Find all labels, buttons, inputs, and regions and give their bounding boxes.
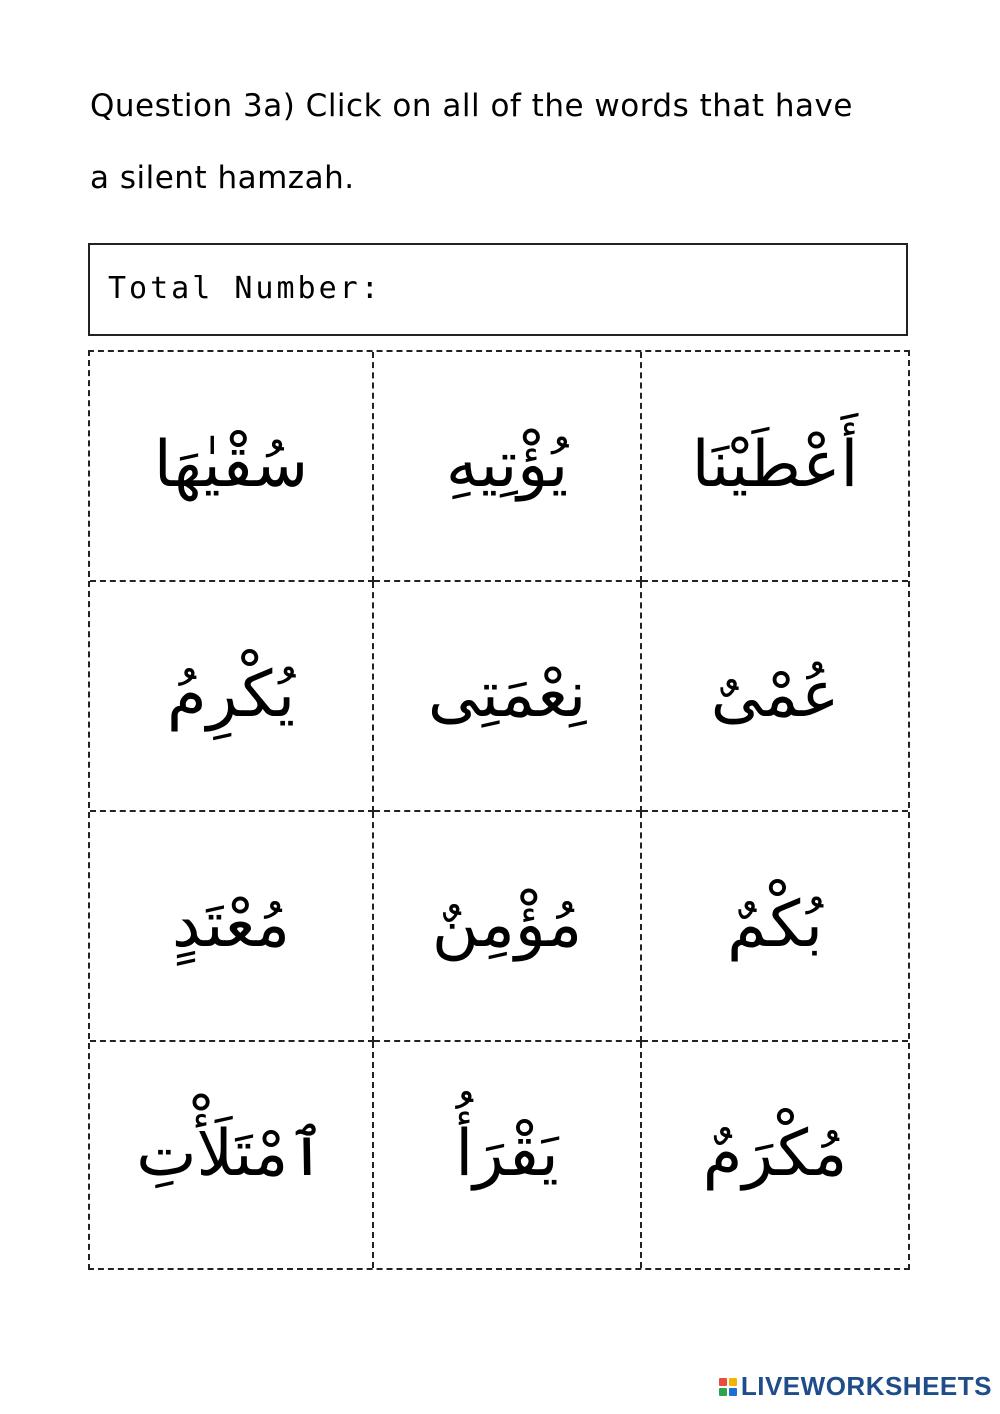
word-card[interactable]	[90, 1042, 374, 1268]
arabic-word: يَقْرَأُ	[455, 1117, 559, 1192]
arabic-word: يُكْرِمُ	[166, 658, 296, 733]
word-card[interactable]	[374, 352, 642, 582]
word-card[interactable]	[90, 582, 374, 812]
liveworksheets-logo-icon	[719, 1378, 737, 1396]
arabic-word: مُؤْمِنٌ	[431, 888, 583, 963]
logo-square-green	[719, 1388, 727, 1396]
arabic-word: أَعْطَيْنَا	[691, 428, 859, 503]
word-card[interactable]	[642, 1042, 908, 1268]
question-line-1: Question 3a) Click on all of the words that have	[90, 88, 853, 124]
arabic-word: يُؤْتِيهِ	[445, 428, 569, 503]
word-card[interactable]	[642, 352, 908, 582]
total-number-box	[88, 243, 908, 336]
word-card[interactable]	[90, 812, 374, 1042]
arabic-word: ٱمْتَلَأْتِ	[136, 1117, 326, 1192]
liveworksheets-wordmark: LIVEWORKSHEETS	[740, 1371, 992, 1401]
word-card[interactable]	[374, 582, 642, 812]
arabic-word: سُقْيٰهَا	[153, 428, 309, 503]
logo-square-yellow	[729, 1378, 737, 1386]
logo-square-red	[719, 1378, 727, 1386]
arabic-word: مُكْرَمٌ	[702, 1117, 848, 1192]
word-grid	[88, 350, 910, 1270]
word-card[interactable]	[642, 582, 908, 812]
arabic-word: عُمْىٌ	[710, 658, 840, 733]
logo-square-blue	[729, 1388, 737, 1396]
word-card[interactable]	[374, 812, 642, 1042]
question-text	[90, 70, 920, 214]
arabic-word: بُكْمٌ	[727, 888, 823, 963]
liveworksheets-brand	[719, 1371, 992, 1402]
total-number-label: Total Number:	[108, 271, 382, 306]
question-line-2: a silent hamzah.	[90, 160, 355, 196]
word-card[interactable]	[90, 352, 374, 582]
word-card[interactable]	[374, 1042, 642, 1268]
arabic-word: نِعْمَتِى	[427, 658, 587, 733]
word-card[interactable]	[642, 812, 908, 1042]
arabic-word: مُعْتَدٍ	[171, 888, 291, 963]
